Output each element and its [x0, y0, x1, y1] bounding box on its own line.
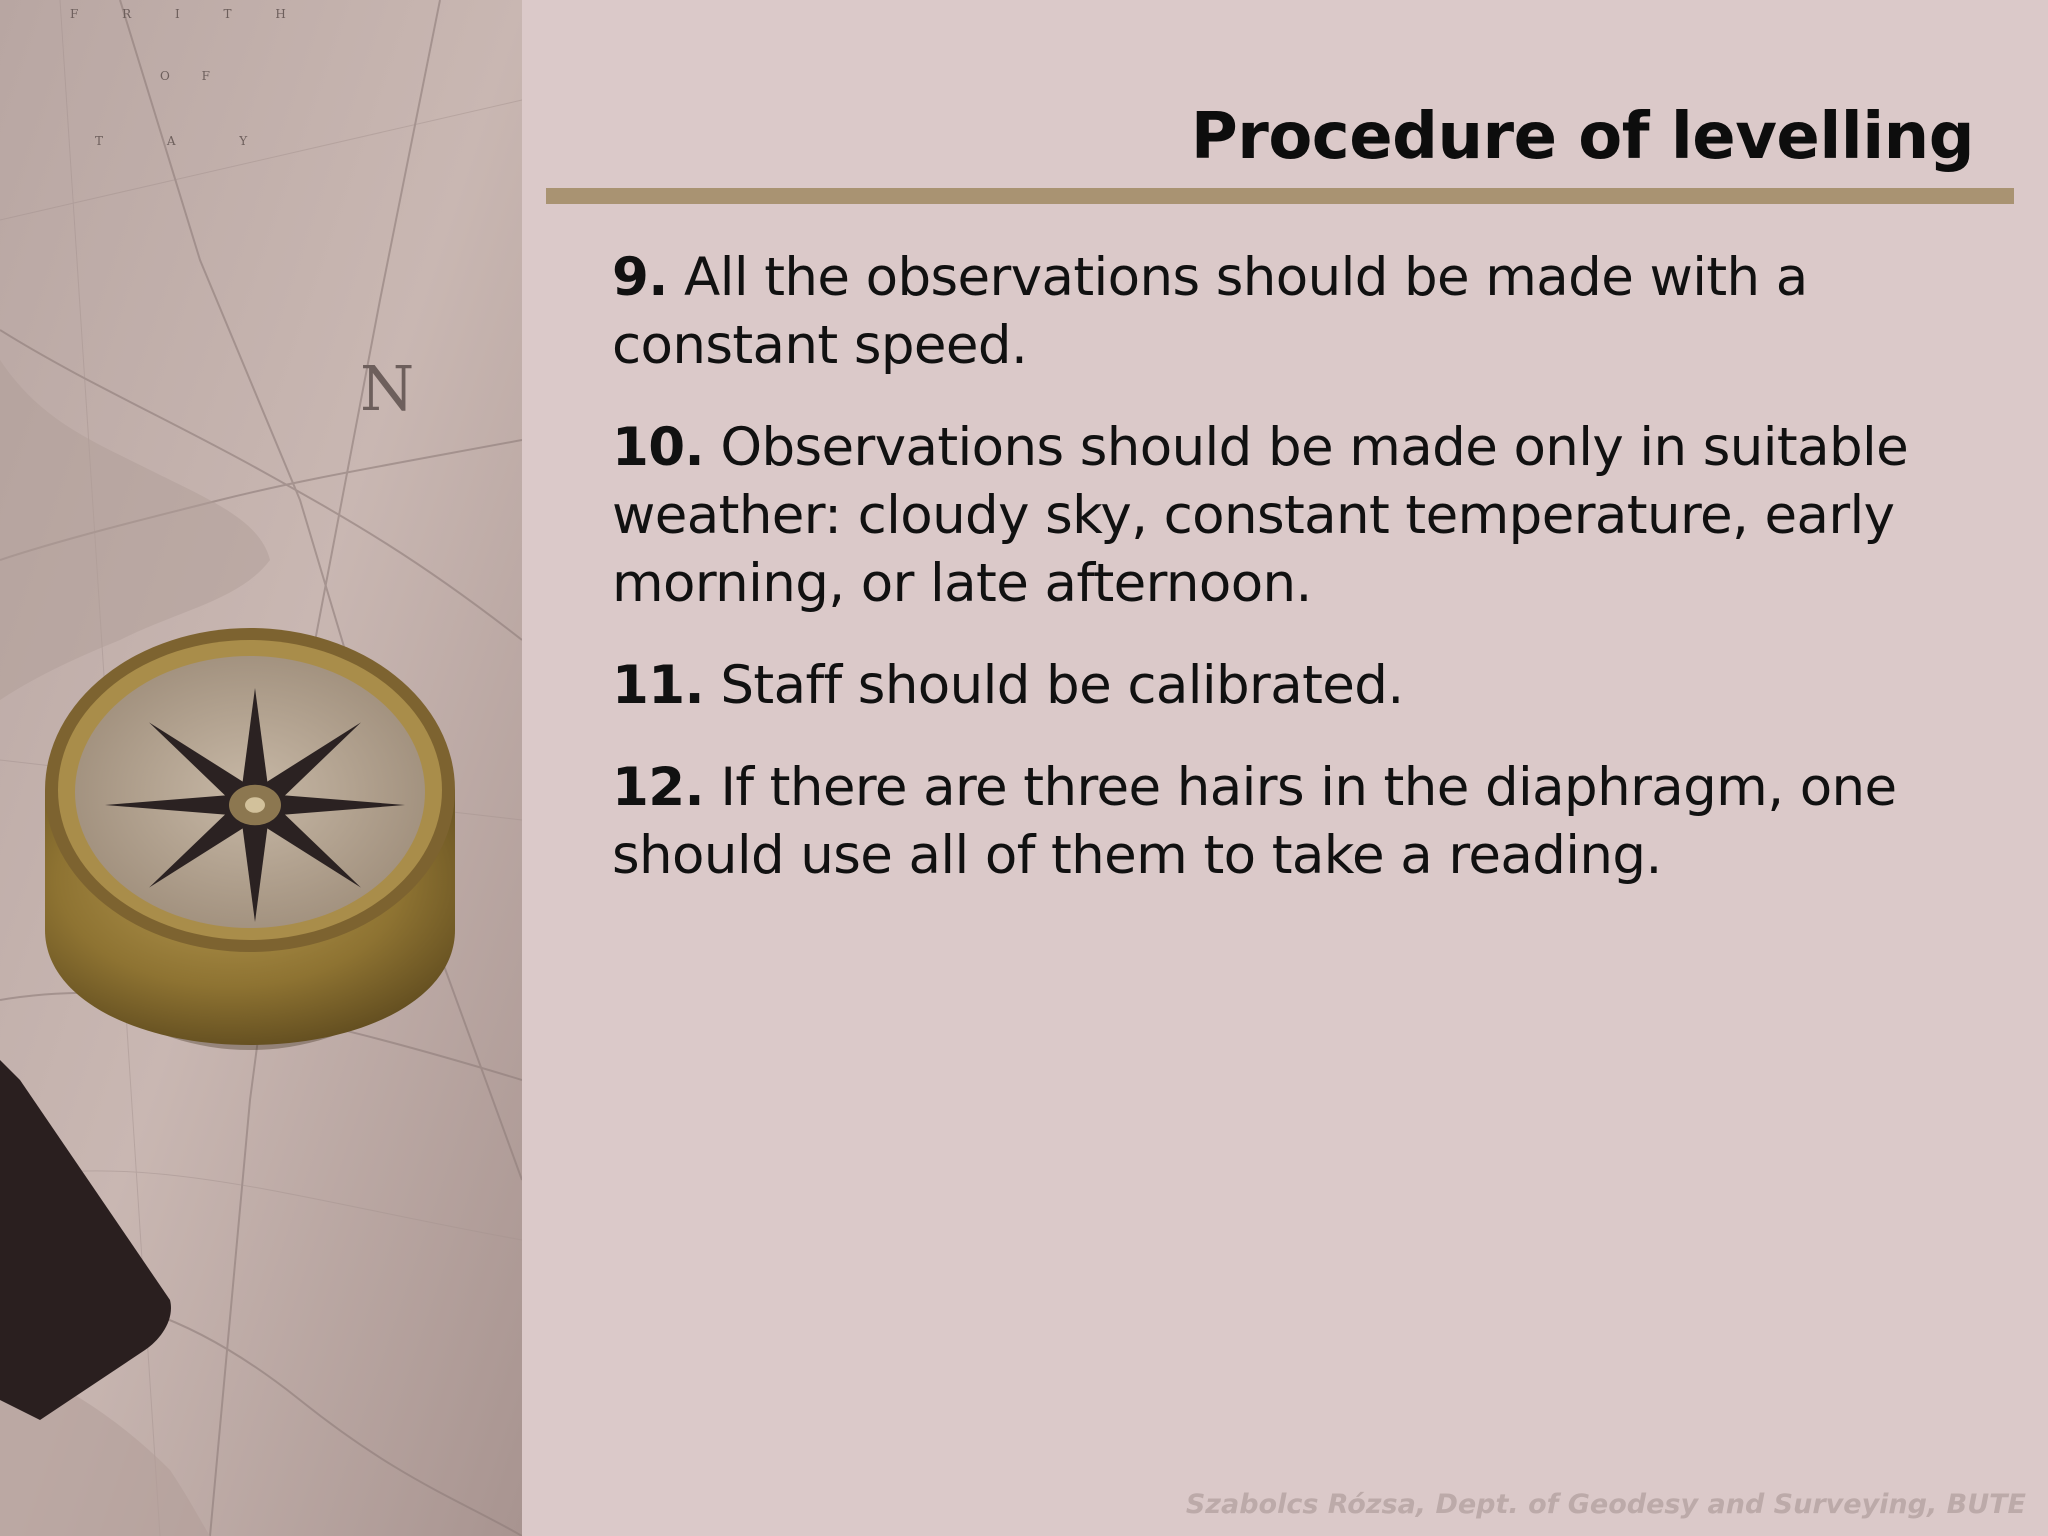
slide-body	[612, 244, 1992, 924]
slide-footer: Szabolcs Rózsa, Dept. of Geodesy and Surveying, BUTE	[1185, 1489, 2026, 1520]
item-text: Observations should be made only in suitable weather: cloudy sky, constant temperature, early morning, or late afternoon.	[612, 417, 1909, 614]
compass-icon	[45, 628, 455, 1050]
item-text: Staff should be calibrated.	[704, 655, 1404, 716]
list-item-11	[612, 652, 1992, 720]
list-item-10	[612, 414, 1992, 618]
map-lettering-top: F R I T H	[70, 7, 306, 21]
item-text: All the observations should be made with a constant speed.	[612, 247, 1808, 376]
map-lettering-tay: T A Y	[95, 134, 278, 148]
item-text: If there are three hairs in the diaphragm, one should use all of them to take a reading.	[612, 757, 1897, 886]
nautical-chart-compass-image	[0, 0, 522, 1536]
item-number: 11.	[612, 655, 705, 716]
title-divider	[546, 188, 2014, 204]
list-item-12	[612, 754, 1992, 890]
item-number: 10.	[612, 417, 705, 478]
item-number: 9.	[612, 247, 668, 308]
item-number: 12.	[612, 757, 705, 818]
slide-title: Procedure of levelling	[1190, 100, 1974, 174]
map-lettering-of: O F	[160, 69, 224, 83]
list-item-9	[612, 244, 1992, 380]
map-letter-n: N	[360, 352, 415, 425]
